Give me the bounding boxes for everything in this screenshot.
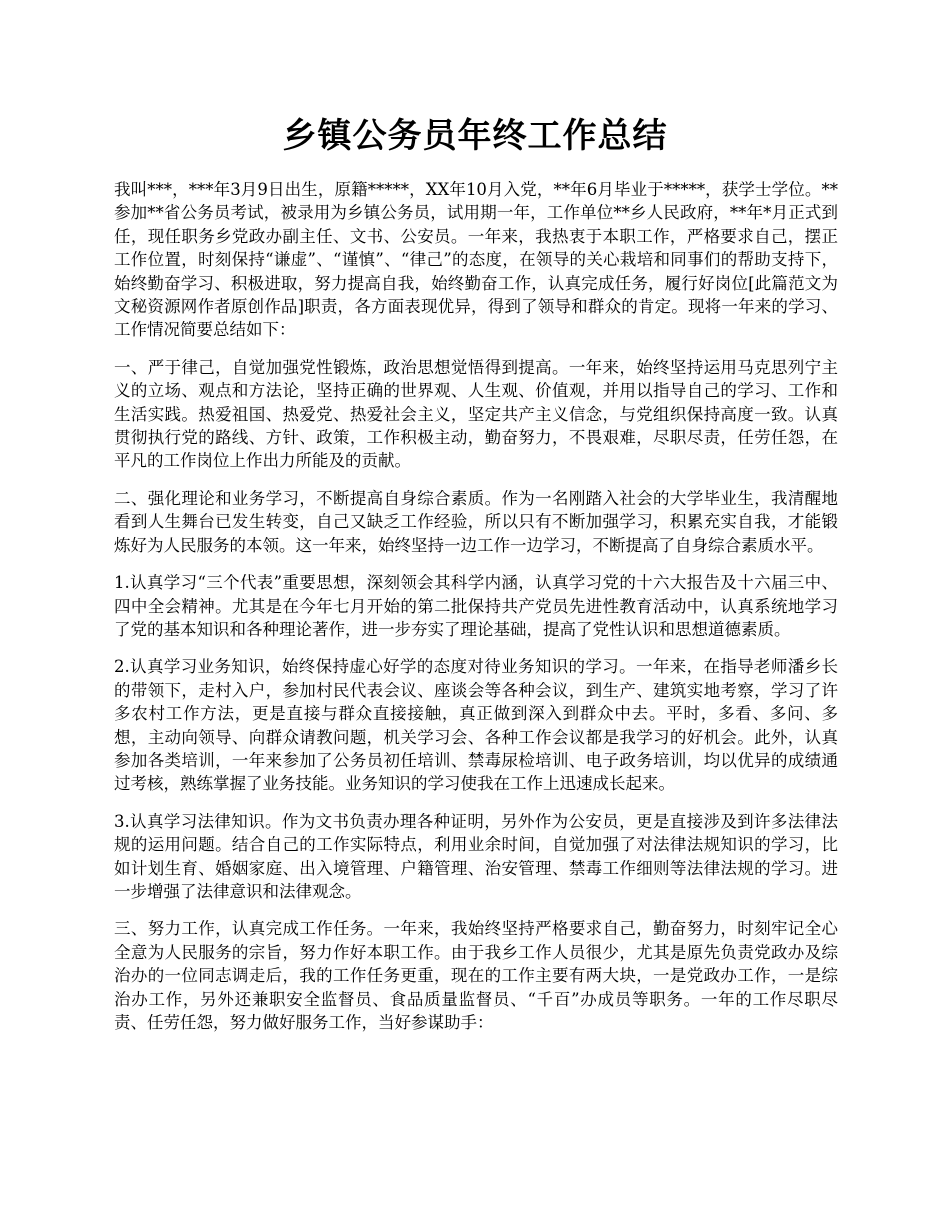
- paragraph-intro: 我叫***，***年3月9日出生，原籍*****，XX年10月入党，**年6月毕业于*****，获学士学位。**参加**省公务员考试，被录用为乡镇公务员，试用期一年，工作单位**乡人民政府，**年*月正式到任，现任职务乡党政办副主任、文书、公安员。一年来，我热衷于本职工作，严格要求自己，摆正工作位置，时刻保持“谦虚”、“谨慎”、“律己”的态度，在领导的关心栽培和同事们的帮助支持下，始终勤奋学习、积极进取，努力提高自我，始终勤奋工作，认真完成任务，履行好岗位[此篇范文为文秘资源网作者原创作品]职责，各方面表现优异，得到了领导和群众的肯定。现将一年来的学习、工作情况简要总结如下：: [114, 180, 839, 340]
- paragraph-section-2: 二、强化理论和业务学习，不断提高自身综合素质。作为一名刚踏入社会的大学毕业生，我清醒地看到人生舞台已发生转变，自己又缺乏工作经验，所以只有不断加强学习，积累充实自我，才能锻炼好为人民服务的本领。这一年来，始终坚持一边工作一边学习，不断提高了自身综合素质水平。: [114, 488, 838, 555]
- paragraph-item-2: 2.认真学习业务知识，始终保持虚心好学的态度对待业务知识的学习。一年来，在指导老师潘乡长的带领下，走村入户，参加村民代表会议、座谈会等各种会议，到生产、建筑实地考察，学习了许多农村工作方法，更是直接与群众直接接触，真正做到深入到群众中去。平时，多看、多问、多想，主动向领导、向群众请教问题，机关学习会、各种工作会议都是我学习的好机会。此外，认真参加各类培训，一年来参加了公务员初任培训、禁毒尿检培训、电子政务培训，均以优异的成绩通过考核，熟练掌握了业务技能。业务知识的学习使我在工作上迅速成长起来。: [114, 657, 838, 794]
- paragraph-item-3: 3.认真学习法律知识。作为文书负责办理各种证明，另外作为公安员，更是直接涉及到许多法律法规的运用问题。结合自己的工作实际特点，利用业余时间，自觉加强了对法律法规知识的学习，比如计划生育、婚姻家庭、出入境管理、户籍管理、治安管理、禁毒工作细则等法律法规的学习。进一步增强了法律意识和法律观念。: [114, 811, 838, 901]
- paragraph-section-3: 三、努力工作，认真完成工作任务。一年来，我始终坚持严格要求自己，勤奋努力，时刻牢记全心全意为人民服务的宗旨，努力作好本职工作。由于我乡工作人员很少，尤其是原先负责党政办及综治办的一位同志调走后，我的工作任务更重，现在的工作主要有两大块，一是党政办工作，一是综治办工作，另外还兼职安全监督员、食品质量监督员、“千百”办成员等职务。一年的工作尽职尽责、任劳任怨，努力做好服务工作，当好参谋助手：: [114, 919, 838, 1032]
- document-body: [114, 178, 838, 1048]
- paragraph-item-1: 1.认真学习“三个代表”重要思想，深刻领会其科学内涵，认真学习党的十六大报告及十六届三中、四中全会精神。尤其是在今年七月开始的第二批保持共产党员先进性教育活动中，认真系统地学习了党的基本知识和各种理论著作，进一步夯实了理论基础，提高了党性认识和思想道德素质。: [114, 573, 838, 639]
- document-title: 乡镇公务员年终工作总结: [282, 116, 668, 156]
- paragraph-section-1: 一、严于律己，自觉加强党性锻炼，政治思想觉悟得到提高。一年来，始终坚持运用马克思列宁主义的立场、观点和方法论，坚持正确的世界观、人生观、价值观，并用以指导自己的学习、工作和生活实践。热爱祖国、热爱党、热爱社会主义，坚定共产主义信念，与党组织保持高度一致。认真贯彻执行党的路线、方针、政策，工作积极主动，勤奋努力，不畏艰难，尽职尽责，任劳任怨，在平凡的工作岗位上作出力所能及的贡献。: [114, 357, 838, 471]
